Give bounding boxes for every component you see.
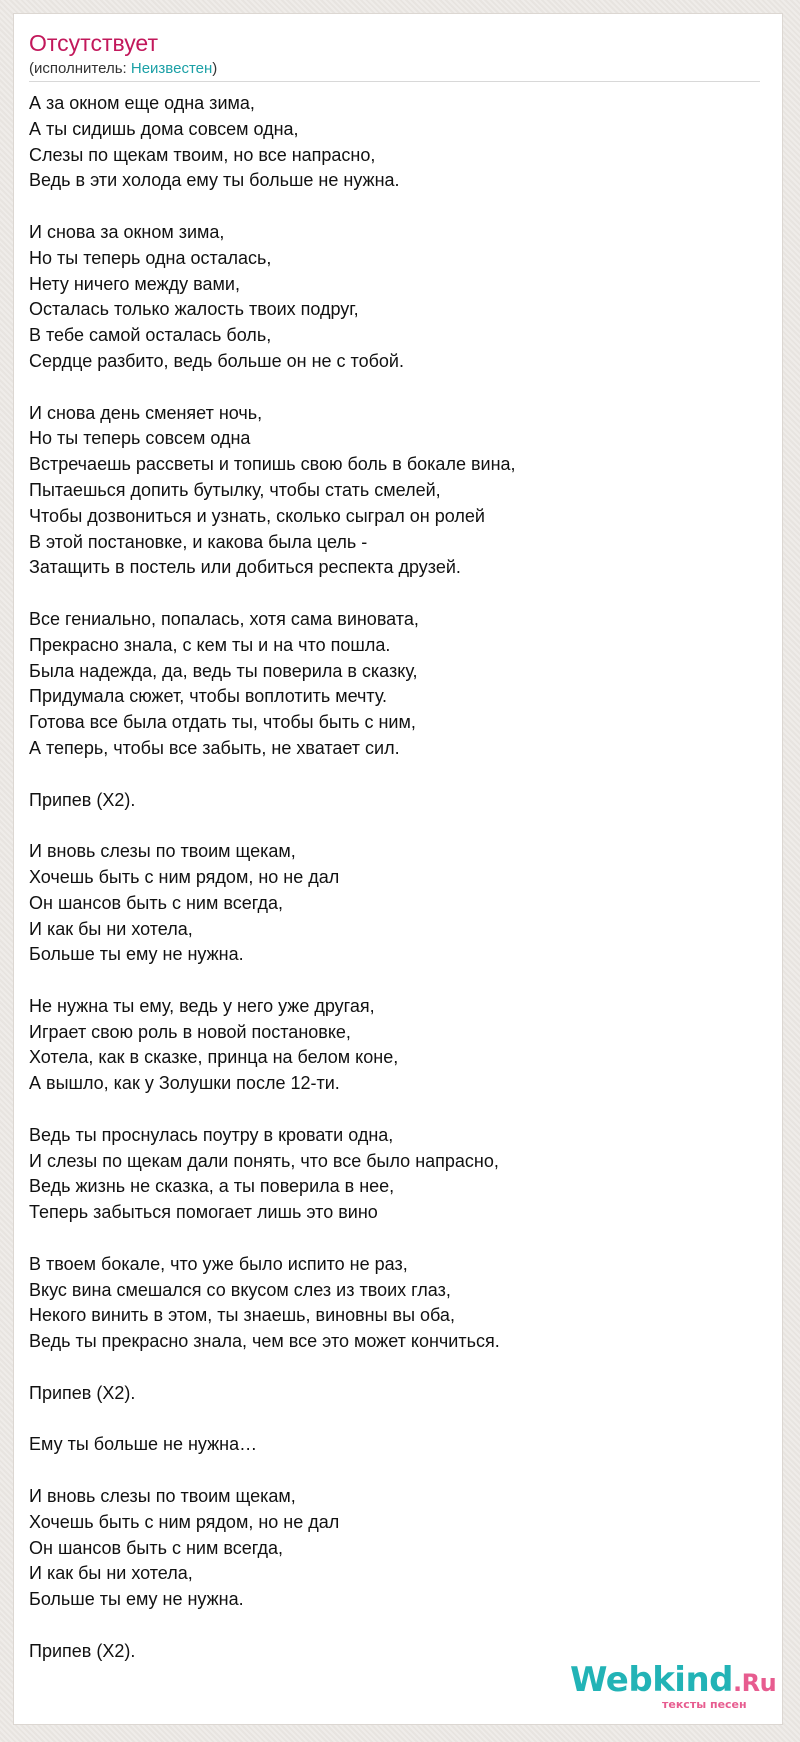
lyric-line: Нету ничего между вами, xyxy=(29,273,240,294)
song-title: Отсутствует xyxy=(29,30,158,56)
lyric-line: И вновь слезы по твоим щекам, xyxy=(29,841,296,862)
lyric-line: И вновь слезы по твоим щекам, xyxy=(29,1486,296,1507)
webkind-logo xyxy=(570,1660,780,1720)
lyric-line: Теперь забыться помогает лишь это вино xyxy=(29,1202,378,1223)
lyric-line: Затащить в постель или добиться респекта друзей. xyxy=(29,557,461,578)
lyric-line: Встречаешь рассветы и топишь свою боль в бокале вина, xyxy=(29,454,516,475)
lyric-line: А ты сидишь дома совсем одна, xyxy=(29,118,299,139)
lyric-line: Вкус вина смешался со вкусом слез из твоих глаз, xyxy=(29,1279,451,1300)
stanza xyxy=(29,220,759,375)
stanza xyxy=(29,401,759,582)
stanza xyxy=(29,1123,759,1226)
lyric-line: Не нужна ты ему, ведь у него уже другая, xyxy=(29,995,375,1016)
lyric-line: Хочешь быть с ним рядом, но не дал xyxy=(29,866,340,887)
lyric-line: А вышло, как у Золушки после 12-ти. xyxy=(29,1073,340,1094)
artist-link[interactable]: Неизвестен xyxy=(130,60,213,77)
stanza xyxy=(29,994,759,1097)
meta-suffix: ) xyxy=(212,60,218,77)
stanza xyxy=(29,1432,759,1458)
lyric-line: Больше ты ему не нужна. xyxy=(29,944,244,965)
stanza xyxy=(29,1252,759,1355)
lyric-line: Ведь в эти холода ему ты больше не нужна. xyxy=(29,170,400,191)
meta-prefix: (исполнитель: xyxy=(29,60,131,77)
lyric-line: Осталась только жалость твоих подруг, xyxy=(29,299,359,320)
stanza xyxy=(29,91,759,194)
header-divider xyxy=(29,81,760,82)
lyric-line: Играет свою роль в новой постановке, xyxy=(29,1021,351,1042)
lyric-line: Ему ты больше не нужна… xyxy=(29,1434,258,1455)
lyric-line: Пытаешься допить бутылку, чтобы стать смелей, xyxy=(29,479,441,500)
stanza xyxy=(29,607,759,762)
lyric-line: И снова за окном зима, xyxy=(29,221,225,242)
logo-tagline: тексты песен xyxy=(662,1698,747,1711)
lyric-line: Он шансов быть с ним всегда, xyxy=(29,1537,283,1558)
lyric-line: И как бы ни хотела, xyxy=(29,1563,193,1584)
lyric-line: Припев (Х2). xyxy=(29,789,136,810)
stanza xyxy=(29,1381,759,1407)
lyric-line: Ведь ты прекрасно знала, чем все это может кончиться. xyxy=(29,1331,500,1352)
logo-tld: .Ru xyxy=(733,1669,777,1697)
lyric-line: Ведь ты проснулась поутру в кровати одна, xyxy=(29,1124,394,1145)
lyric-line: Прекрасно знала, с кем ты и на что пошла. xyxy=(29,634,391,655)
lyric-line: В этой постановке, и какова была цель - xyxy=(29,531,368,552)
lyric-line: Хочешь быть с ним рядом, но не дал xyxy=(29,1511,340,1532)
lyric-line: В твоем бокале, что уже было испито не раз, xyxy=(29,1253,408,1274)
lyric-line: Припев (Х2). xyxy=(29,1382,136,1403)
lyric-line: В тебе самой осталась боль, xyxy=(29,325,272,346)
lyric-line: Но ты теперь одна осталась, xyxy=(29,247,272,268)
lyric-line: Больше ты ему не нужна. xyxy=(29,1589,244,1610)
song-meta xyxy=(29,60,217,78)
lyric-line: Но ты теперь совсем одна xyxy=(29,428,251,449)
lyric-line: Хотела, как в сказке, принца на белом коне, xyxy=(29,1047,399,1068)
lyric-line: Ведь жизнь не сказка, а ты поверила в нее, xyxy=(29,1176,395,1197)
lyric-line: И как бы ни хотела, xyxy=(29,918,193,939)
lyrics-body xyxy=(29,91,759,1665)
lyric-line: И слезы по щекам дали понять, что все было напрасно, xyxy=(29,1150,499,1171)
lyric-line: Слезы по щекам твоим, но все напрасно, xyxy=(29,144,376,165)
lyric-line: Чтобы дозвониться и узнать, сколько сыграл он ролей xyxy=(29,505,485,526)
lyric-line: Он шансов быть с ним всегда, xyxy=(29,892,283,913)
lyric-line: Некого винить в этом, ты знаешь, виновны вы оба, xyxy=(29,1305,455,1326)
lyric-line: Готова все была отдать ты, чтобы быть с ним, xyxy=(29,712,416,733)
stanza xyxy=(29,1484,759,1613)
lyric-line: И снова день сменяет ночь, xyxy=(29,402,263,423)
lyric-line: А теперь, чтобы все забыть, не хватает сил. xyxy=(29,737,400,758)
lyric-line: Была надежда, да, ведь ты поверила в сказку, xyxy=(29,660,418,681)
lyric-line: А за окном еще одна зима, xyxy=(29,93,255,113)
lyric-line: Все гениально, попалась, хотя сама виновата, xyxy=(29,608,419,629)
lyric-line: Припев (Х2). xyxy=(29,1640,136,1661)
logo-wordmark xyxy=(570,1660,776,1703)
stanza xyxy=(29,788,759,814)
logo-brand: Webkind xyxy=(570,1660,733,1700)
stanza xyxy=(29,839,759,968)
lyric-line: Сердце разбито, ведь больше он не с тобой. xyxy=(29,350,404,371)
lyric-line: Придумала сюжет, чтобы воплотить мечту. xyxy=(29,686,388,707)
